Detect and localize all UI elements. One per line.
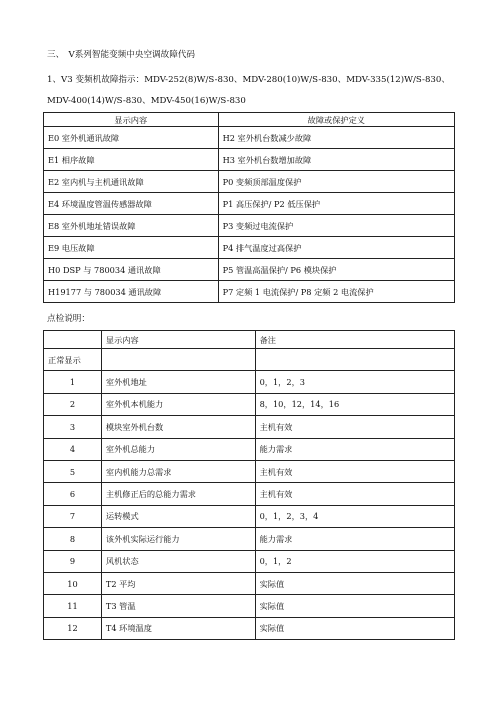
remark-cell: 主机有效 (255, 483, 454, 505)
fault-definition-cell: P4 排气温度过高保护 (218, 237, 454, 259)
display-content-cell: 室外机地址 (101, 371, 255, 393)
table-row (44, 259, 455, 281)
table-row (44, 617, 455, 639)
fault-definition-cell: H2 室外机台数减少故障 (218, 127, 454, 149)
fault-code-cell: E8 室外机地址错误故障 (44, 215, 219, 237)
display-content-cell: T2 平均 (101, 572, 255, 594)
fault-code-cell: E0 室外机通讯故障 (44, 127, 219, 149)
empty-cell (255, 349, 454, 371)
table-row (44, 393, 455, 415)
table-row (44, 595, 455, 617)
display-content-cell: 室内机能力总需求 (101, 460, 255, 482)
fault-definition-cell: P3 变频过电流保护 (218, 215, 454, 237)
table-row (44, 215, 455, 237)
fault-definition-cell: P1 高压保护/ P2 低压保护 (218, 193, 454, 215)
table-row (44, 438, 455, 460)
table-row (44, 483, 455, 505)
row-number: 2 (44, 393, 102, 415)
header-remark: 备注 (255, 331, 454, 349)
fault-code-cell: E9 电压故障 (44, 237, 219, 259)
section-title: 三、 V系列智能变频中央空调故障代码 (47, 50, 196, 60)
row-number: 9 (44, 550, 102, 572)
fault-code-cell: E1 相序故障 (44, 149, 219, 171)
table-row (44, 281, 455, 303)
subtitle-line-1: 1、V3 变频机故障指示：MDV-252(8)W/S-830、MDV-280(10)W/S-830、MDV-335(12)W/S-830、 (47, 75, 450, 85)
table-row (44, 572, 455, 594)
display-content-cell: T4 环境温度 (101, 617, 255, 639)
fault-code-cell: E2 室内机与主机通讯故障 (44, 171, 219, 193)
header-display-content: 显示内容 (101, 331, 255, 349)
table-row (44, 460, 455, 482)
table-header-row (44, 331, 455, 349)
display-content-cell: 模块室外机台数 (101, 416, 255, 438)
remark-cell: 能力需求 (255, 438, 454, 460)
subtitle-line-2: MDV-400(14)W/S-830、MDV-450(16)W/S-830 (47, 96, 246, 106)
display-content-cell: 该外机实际运行能力 (101, 528, 255, 550)
table-row (44, 505, 455, 527)
header-fault-definition: 故障或保护定义 (218, 113, 454, 127)
remark-cell: 实际值 (255, 572, 454, 594)
remark-cell: 8，10，12，14，16 (255, 393, 454, 415)
remark-cell: 能力需求 (255, 528, 454, 550)
empty-cell (101, 349, 255, 371)
remark-cell: 0，1，2，3，4 (255, 505, 454, 527)
row-number: 3 (44, 416, 102, 438)
table-row (44, 416, 455, 438)
table-header-row (44, 113, 455, 127)
remark-cell: 实际值 (255, 595, 454, 617)
check-label: 点检说明： (47, 314, 90, 324)
display-content-cell: 室外机总能力 (101, 438, 255, 460)
fault-definition-cell: P7 定频 1 电流保护/ P8 定频 2 电流保护 (218, 281, 454, 303)
group-row (44, 349, 455, 371)
display-content-cell: 室外机本机能力 (101, 393, 255, 415)
row-number: 11 (44, 595, 102, 617)
remark-cell: 实际值 (255, 617, 454, 639)
row-number: 8 (44, 528, 102, 550)
row-number: 6 (44, 483, 102, 505)
fault-code-table (43, 112, 455, 303)
row-number: 10 (44, 572, 102, 594)
table-row (44, 371, 455, 393)
table-row (44, 193, 455, 215)
table-row (44, 237, 455, 259)
fault-definition-cell: P0 变频顶部温度保护 (218, 171, 454, 193)
display-content-cell: T3 管温 (101, 595, 255, 617)
fault-code-cell: E4 环境温度管温传感器故障 (44, 193, 219, 215)
table-row (44, 171, 455, 193)
table-row (44, 528, 455, 550)
header-empty-cell (44, 331, 102, 349)
remark-cell: 主机有效 (255, 460, 454, 482)
row-number: 5 (44, 460, 102, 482)
header-display-content: 显示内容 (44, 113, 219, 127)
fault-code-cell: H0 DSP 与 780034 通讯故障 (44, 259, 219, 281)
table-row (44, 550, 455, 572)
check-description-table (43, 330, 455, 640)
group-label: 正常显示 (44, 349, 102, 371)
row-number: 1 (44, 371, 102, 393)
row-number: 4 (44, 438, 102, 460)
remark-cell: 主机有效 (255, 416, 454, 438)
fault-definition-cell: P5 管温高温保护/ P6 模块保护 (218, 259, 454, 281)
row-number: 12 (44, 617, 102, 639)
fault-code-cell: H19177 与 780034 通讯故障 (44, 281, 219, 303)
row-number: 7 (44, 505, 102, 527)
display-content-cell: 主机修正后的总能力需求 (101, 483, 255, 505)
remark-cell: 0，1，2，3 (255, 371, 454, 393)
table-row (44, 127, 455, 149)
display-content-cell: 运转模式 (101, 505, 255, 527)
remark-cell: 0，1，2 (255, 550, 454, 572)
display-content-cell: 风机状态 (101, 550, 255, 572)
table-row (44, 149, 455, 171)
fault-definition-cell: H3 室外机台数增加故障 (218, 149, 454, 171)
